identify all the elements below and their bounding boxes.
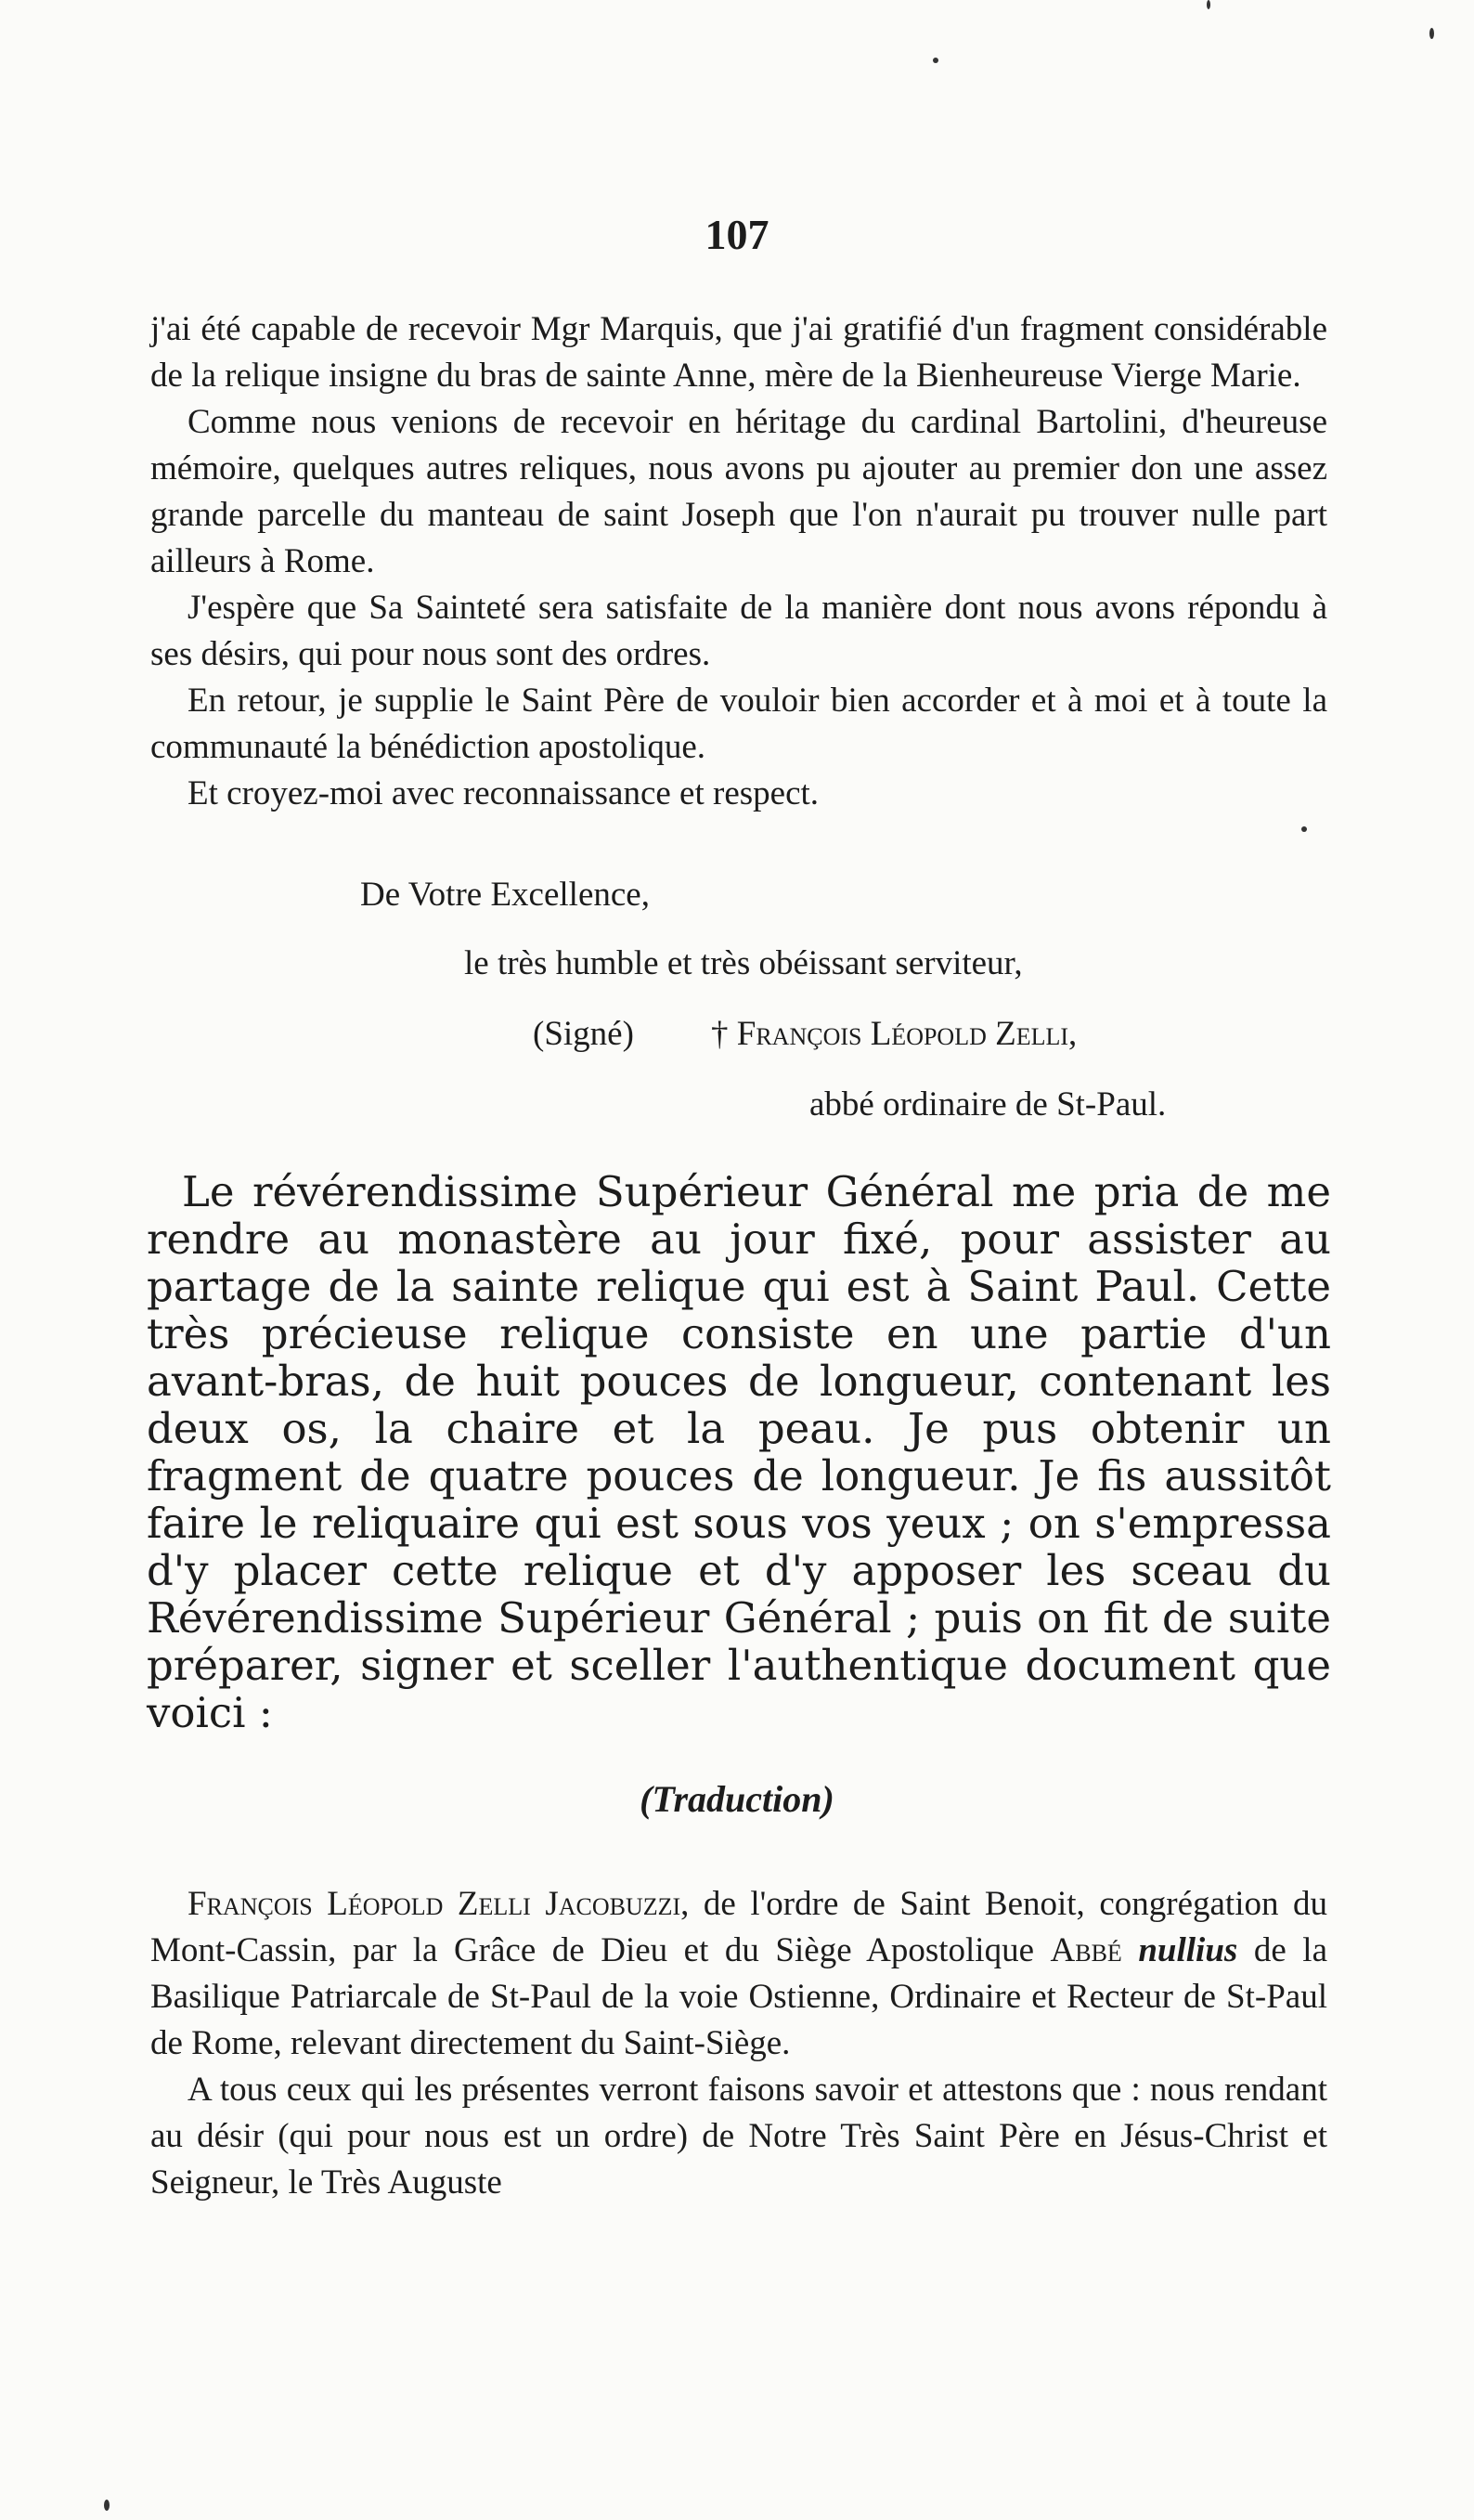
abbot-name: François Léopold Zelli Jacobuzzi, [187,1885,690,1923]
letter-closing-servant: le très humble et très obéissant serviteur, [464,944,1023,982]
signature-title: abbé ordinaire de St-Paul. [809,1085,1167,1124]
letter-paragraph: Et croyez-moi avec reconnaissance et respect. [187,774,820,812]
signed-label: (Signé) [533,1015,634,1053]
letter-paragraph: En retour, je supplie le Saint Père de vouloir bien accorder et à moi et à toute la communauté la bénédiction apostolique. [150,682,1327,766]
document-text: de l'ordre de Saint Benoit, congrégation du Mont-Cassin, par la Grâce de Dieu et du Siège Apostolique [150,1885,1327,1969]
document-paragraph: A tous ceux qui les présentes verront faisons savoir et attestons que : nous rendant au désir (qui pour nous est un ordre) de Notre Très Saint Père en Jésus-Christ et Seigneur, le Très Auguste [150,2071,1327,2202]
letter-body [150,306,1327,817]
letter-closing: De Votre Excellence, [360,876,650,914]
letter-paragraph: j'ai été capable de recevoir Mgr Marquis, que j'ai gratifié d'un fragment considérable de la relique insigne du bras de sainte Anne, mère de la Bienheureuse Vierge Marie. [150,310,1327,395]
narrative-paragraph [147,1168,1331,1736]
scan-speck [1207,0,1210,9]
nullius-term: nullius [1121,1931,1238,1969]
signature-name: † François Léopold Zelli, [711,1015,1078,1053]
latin-document-body [150,1881,1327,2206]
scan-speck [933,58,938,63]
scan-speck [104,2500,110,2511]
scan-speck [1301,826,1307,832]
translation-heading: (Traduction) [640,1778,834,1820]
page-number: 107 [705,211,769,258]
letter-paragraph: J'espère que Sa Sainteté sera satisfaite de la manière dont nous avons répondu à ses désirs, qui pour nous sont des ordres. [150,589,1327,673]
letter-paragraph: Comme nous venions de recevoir en héritage du cardinal Bartolini, d'heureuse mémoire, quelques autres reliques, nous avons pu ajouter au premier don une assez grande parcelle du manteau de saint Joseph que l'on n'aurait pu trouver nulle part ailleurs à Rome. [150,403,1327,580]
scan-speck [1429,28,1434,39]
document-paragraph [150,1881,1327,2067]
narrative-text: Le révérendissime Supérieur Général me pria de me rendre au monastère au jour fixé, pour assister au partage de la sainte relique qui est à Saint Paul. Cette très précieuse relique consiste en une partie d'un avant-bras, de huit pouces de longueur, contenant les deux os, la chaire et la peau. Je pus obtenir un fragment de quatre pouces de longueur. Je fis aussitôt faire le reliquaire qui est sous vos yeux ; on s'empressa d'y placer cette relique et d'y apposer les sceau du Révérendissime Supérieur Général ; puis on fit de suite préparer, signer et sceller l'authentique document que voici : [147,1167,1331,1737]
abbe-title: Abbé [1050,1931,1122,1969]
document-text: de la Basilique Patriarcale de St-Paul de la voie Ostienne, Ordinaire et Recteur de St-Paul de Rome, relevant directement du Saint-Siège. [150,1931,1327,2062]
